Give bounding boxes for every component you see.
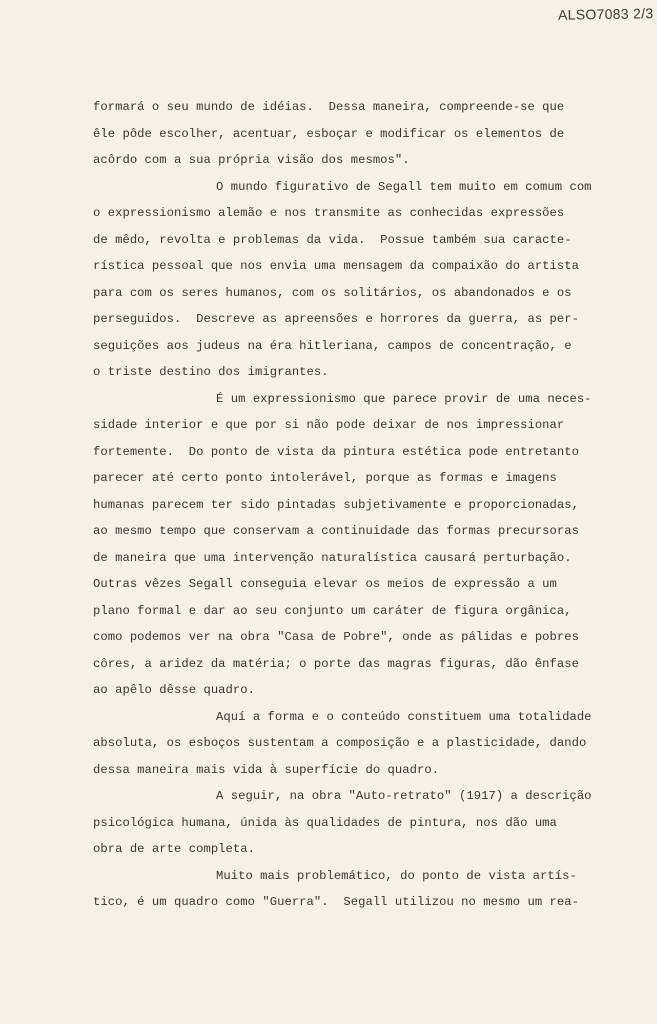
text-line: O mundo figurativo de Segall tem muito em comum com: [216, 179, 592, 194]
text-line: sidade interior e que por si não pode deixar de nos impressionar: [93, 418, 565, 432]
text-line: êle pôde escolher, acentuar, esboçar e modificar os elementos de: [93, 126, 565, 141]
text-line: ao mesmo tempo que conservam a continuidade das formas precursoras: [93, 524, 580, 538]
text-line: ao apêlo dêsse quadro.: [93, 683, 256, 697]
text-line: formará o seu mundo de idéias. Dessa maneira, compreende-se que: [93, 100, 565, 114]
text-line: acôrdo com a sua própria visão dos mesmos".: [93, 153, 410, 167]
text-line: fortemente. Do ponto de vista da pintura estética pode entretanto: [93, 444, 580, 459]
text-line: seguições aos judeus na éra hitleriana, campos de concentração, e: [93, 338, 572, 353]
text-line: para com os seres humanos, com os solitários, os abandonados e os: [93, 285, 572, 300]
text-line: o triste destino dos imigrantes.: [93, 365, 329, 379]
text-line: Outras vêzes Segall conseguia elevar os meios de expressão a um: [93, 577, 557, 591]
text-line: absoluta, os esboços sustentam a composição e a plasticidade, dando: [93, 736, 587, 750]
text-line: obra de arte completa.: [93, 842, 256, 856]
text-line: plano formal e dar ao seu conjunto um caráter de figura orgânica,: [93, 603, 572, 618]
text-line: como podemos ver na obra "Casa de Pobre", onde as pálidas e pobres: [93, 630, 580, 644]
text-line: de maneira que uma intervenção naturalística causará perturbação.: [93, 550, 572, 565]
typed-text-body: [93, 94, 641, 916]
text-line: o expressionismo alemão e nos transmite as conhecidas expressões: [93, 206, 565, 220]
text-line: A seguir, na obra "Auto-retrato" (1917) a descrição: [216, 789, 592, 803]
text-line: rística pessoal que nos envia uma mensagem da compaixão do artista: [93, 259, 580, 273]
text-line: dessa maneira mais vida à superfície do quadro.: [93, 762, 440, 777]
text-line: tico, é um quadro como "Guerra". Segall utilizou no mesmo um rea-: [93, 895, 580, 909]
text-line: parecer até certo ponto intolerável, porque as formas e imagens: [93, 471, 557, 485]
text-line: Aquí a forma e o conteúdo constituem uma totalidade: [216, 709, 592, 724]
text-line: humanas parecem ter sido pintadas subjetivamente e proporcionadas,: [93, 497, 580, 512]
text-line: de mêdo, revolta e problemas da vida. Possue também sua caracte-: [93, 232, 572, 247]
text-line: psicológica humana, únida às qualidades de pintura, nos dão uma: [93, 815, 557, 830]
text-line: Muito mais problemático, do ponto de vista artís-: [216, 868, 577, 883]
archive-reference-code: ALSO7083 2/3: [557, 5, 654, 23]
text-line: côres, a aridez da matéria; o porte das magras figuras, dão ênfase: [93, 656, 580, 671]
text-line: É um expressionismo que parece provir de uma neces-: [216, 391, 592, 406]
text-line: perseguidos. Descreve as apreensões e horrores da guerra, as per-: [93, 312, 580, 326]
